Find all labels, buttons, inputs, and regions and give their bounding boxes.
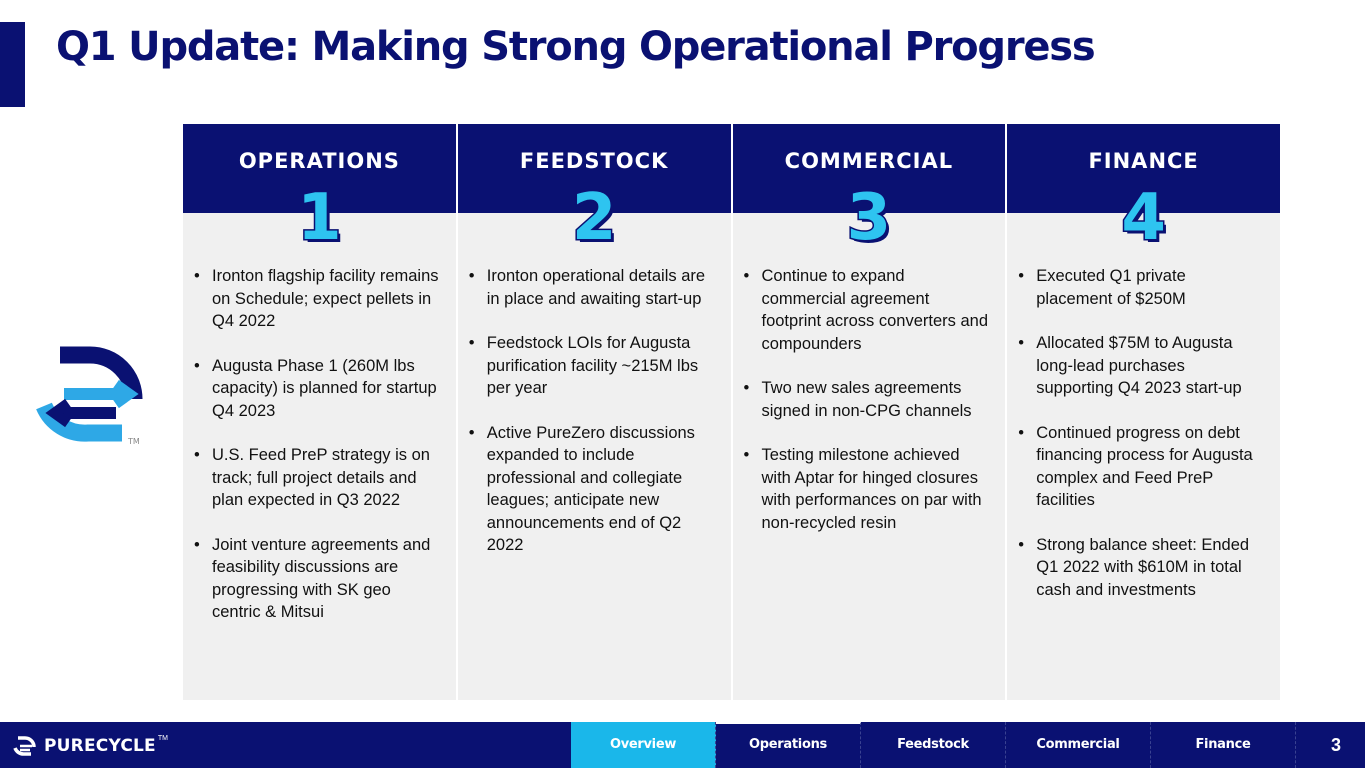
column-commercial: [733, 124, 1008, 700]
nav-tab-operations[interactable]: Operations: [716, 722, 861, 768]
bullet-item: • Two new sales agreements signed in non-CPG channels: [744, 377, 990, 422]
bullet-list: [1007, 213, 1280, 601]
column-heading: COMMERCIAL: [733, 124, 1006, 213]
bullet-item: • Active PureZero discussions expanded to include professional and collegiate leagues; anticipate new announcements end of Q2 2022: [469, 422, 715, 557]
bullet-list: [458, 213, 731, 557]
brand-name: PURECYCLE: [44, 736, 156, 756]
column-heading: OPERATIONS: [183, 124, 456, 213]
logo-trademark: TM: [128, 437, 140, 446]
column-feedstock: [458, 124, 733, 700]
purecycle-arrows-icon: [12, 735, 38, 757]
column-finance: [1007, 124, 1280, 700]
page-number: 3: [1330, 735, 1341, 755]
bullet-item: • Executed Q1 private placement of $250M: [1018, 265, 1264, 310]
section-nav: [571, 722, 1296, 768]
bullet-item: • Ironton operational details are in place and awaiting start-up: [469, 265, 715, 310]
bullet-list: [733, 213, 1006, 534]
footer-bar: [0, 722, 1365, 768]
nav-tab-feedstock[interactable]: Feedstock: [861, 722, 1006, 768]
nav-tab-commercial[interactable]: Commercial: [1006, 722, 1151, 768]
column-heading: FEEDSTOCK: [458, 124, 731, 213]
footer-brand: [12, 735, 168, 757]
nav-tab-overview[interactable]: Overview: [571, 722, 716, 768]
bullet-item: • Continued progress on debt financing process for Augusta complex and Feed PreP facilities: [1018, 422, 1264, 512]
purecycle-logo-icon: [30, 336, 154, 450]
bullet-item: • U.S. Feed PreP strategy is on track; full project details and plan expected in Q3 2022: [194, 444, 440, 512]
bullet-item: • Feedstock LOIs for Augusta purification facility ~215M lbs per year: [469, 332, 715, 400]
update-columns: [183, 124, 1280, 700]
column-heading: FINANCE: [1007, 124, 1280, 213]
bullet-item: • Continue to expand commercial agreement footprint across converters and compounders: [744, 265, 990, 355]
column-number: 3: [846, 181, 892, 255]
bullet-list: [183, 213, 456, 624]
nav-tab-finance[interactable]: Finance: [1151, 722, 1296, 768]
bullet-item: • Ironton flagship facility remains on Schedule; expect pellets in Q4 2022: [194, 265, 440, 333]
bullet-item: • Augusta Phase 1 (260M lbs capacity) is planned for startup Q4 2023: [194, 355, 440, 423]
bullet-item: • Allocated $75M to Augusta long-lead purchases supporting Q4 2023 start-up: [1018, 332, 1264, 400]
column-number: 2: [571, 181, 617, 255]
column-number: 4: [1121, 181, 1166, 255]
bullet-item: • Joint venture agreements and feasibility discussions are progressing with SK geo centric & Mitsui: [194, 534, 440, 624]
bullet-item: • Strong balance sheet: Ended Q1 2022 with $610M in total cash and investments: [1018, 534, 1264, 602]
title-accent-bar: [0, 22, 25, 107]
brand-trademark: TM: [157, 735, 168, 742]
column-operations: [183, 124, 458, 700]
column-number: 1: [297, 181, 342, 255]
bullet-item: • Testing milestone achieved with Aptar for hinged closures with performances on par with non-recycled resin: [744, 444, 990, 534]
page-title: Q1 Update: Making Strong Operational Progress: [56, 24, 1095, 70]
